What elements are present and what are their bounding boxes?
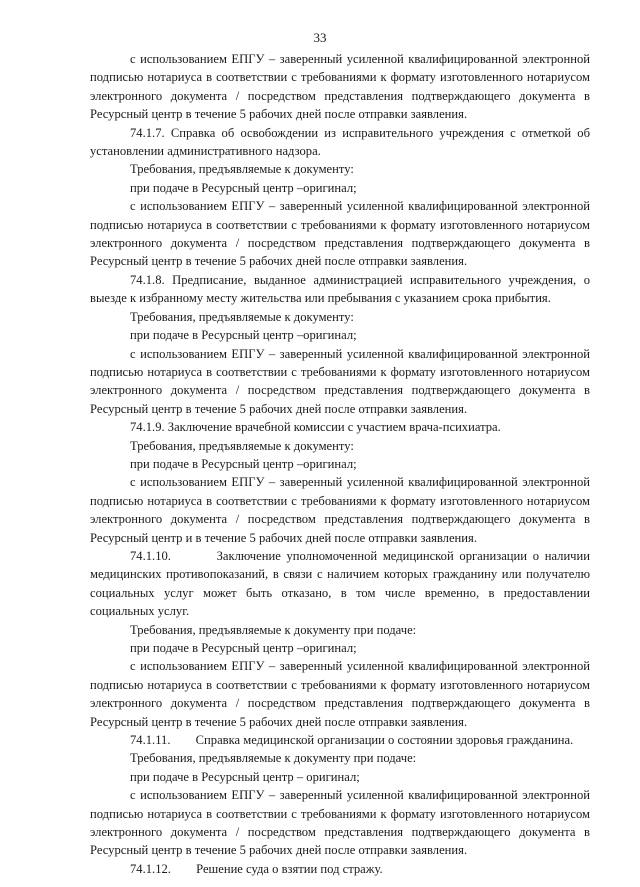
- section-heading: 74.1.8. Предписание, выданное администрацией исправительного учреждения, о выезде к избранному месту жительства или пребывания с указанием срока прибытия.: [90, 272, 590, 306]
- paragraph: с использованием ЕПГУ – заверенный усиленной квалифицированной электронной подписью нотариуса в соответствии с требованиями к формату изготовленного нотариусом электронного документа / посредством представления подтверждающего документа в Ресурсный центр в течение 5 рабочих дней после отправки заявления.: [90, 346, 590, 416]
- paragraph: при подаче в Ресурсный центр –оригинал;: [130, 180, 357, 195]
- paragraph: при подаче в Ресурсный центр –оригинал;: [130, 456, 357, 471]
- paragraph: с использованием ЕПГУ – заверенный усиленной квалифицированной электронной подписью нотариуса в соответствии с требованиями к формату изготовленного нотариусом электронного документа / посредством представления подтверждающего документа в Ресурсный центр в течение 5 рабочих дней после отправки заявления.: [90, 52, 590, 122]
- paragraph: Требования, предъявляемые к документу:: [130, 438, 354, 453]
- paragraph: Требования, предъявляемые к документу:: [130, 162, 354, 177]
- paragraph: с использованием ЕПГУ – заверенный усиленной квалифицированной электронной подписью нотариуса в соответствии с требованиями к формату изготовленного нотариусом электронного документа / посредством представления подтверждающего документа в Ресурсный центр и в течение 5 рабочих дней после отправки заявления.: [90, 475, 590, 545]
- paragraph: с использованием ЕПГУ – заверенный усиленной квалифицированной электронной подписью нотариуса в соответствии с требованиями к формату изготовленного нотариусом электронного документа / посредством представления подтверждающего документа в Ресурсный центр в течение 5 рабочих дней после отправки заявления.: [90, 659, 590, 729]
- paragraph: Требования, предъявляемые к документу:: [130, 309, 354, 324]
- document-body: [90, 50, 594, 878]
- paragraph: Требования, предъявляемые к документу при подаче:: [130, 751, 417, 766]
- section-heading: 74.1.11. Справка медицинской организации о состоянии здоровья гражданина.: [130, 733, 574, 748]
- paragraph: при подаче в Ресурсный центр –оригинал;: [130, 641, 357, 655]
- section-heading: 74.1.12. Решение суда о взятии под стражу.: [130, 861, 383, 876]
- paragraph: при подаче в Ресурсный центр –оригинал;: [130, 328, 357, 343]
- paragraph: Требования, предъявляемые к документу при подаче:: [130, 622, 417, 637]
- section-heading: 74.1.9. Заключение врачебной комиссии с участием врача-психиатра.: [130, 420, 501, 435]
- section-heading: 74.1.10. Заключение уполномоченной медицинской организации о наличии медицинских противопоказаний, в связи с наличием которых гражданину или получателю социальных услуг может быть отказано, в том числе временно, в предоставлении социальных услуг.: [90, 548, 594, 619]
- paragraph: с использованием ЕПГУ – заверенный усиленной квалифицированной электронной подписью нотариуса в соответствии с требованиями к формату изготовленного нотариусом электронного документа / посредством представления подтверждающего документа в Ресурсный центр в течение 5 рабочих дней после отправки заявления.: [90, 788, 590, 858]
- paragraph: при подаче в Ресурсный центр – оригинал;: [130, 769, 360, 784]
- page-number: 33: [313, 30, 327, 45]
- section-heading: 74.1.7. Справка об освобождении из исправительного учреждения с отметкой об установлении административного надзора.: [90, 125, 590, 159]
- paragraph: с использованием ЕПГУ – заверенный усиленной квалифицированной электронной подписью нотариуса в соответствии с требованиями к формату изготовленного нотариусом электронного документа / посредством представления подтверждающего документа в Ресурсный центр в течение 5 рабочих дней после отправки заявления.: [90, 199, 590, 269]
